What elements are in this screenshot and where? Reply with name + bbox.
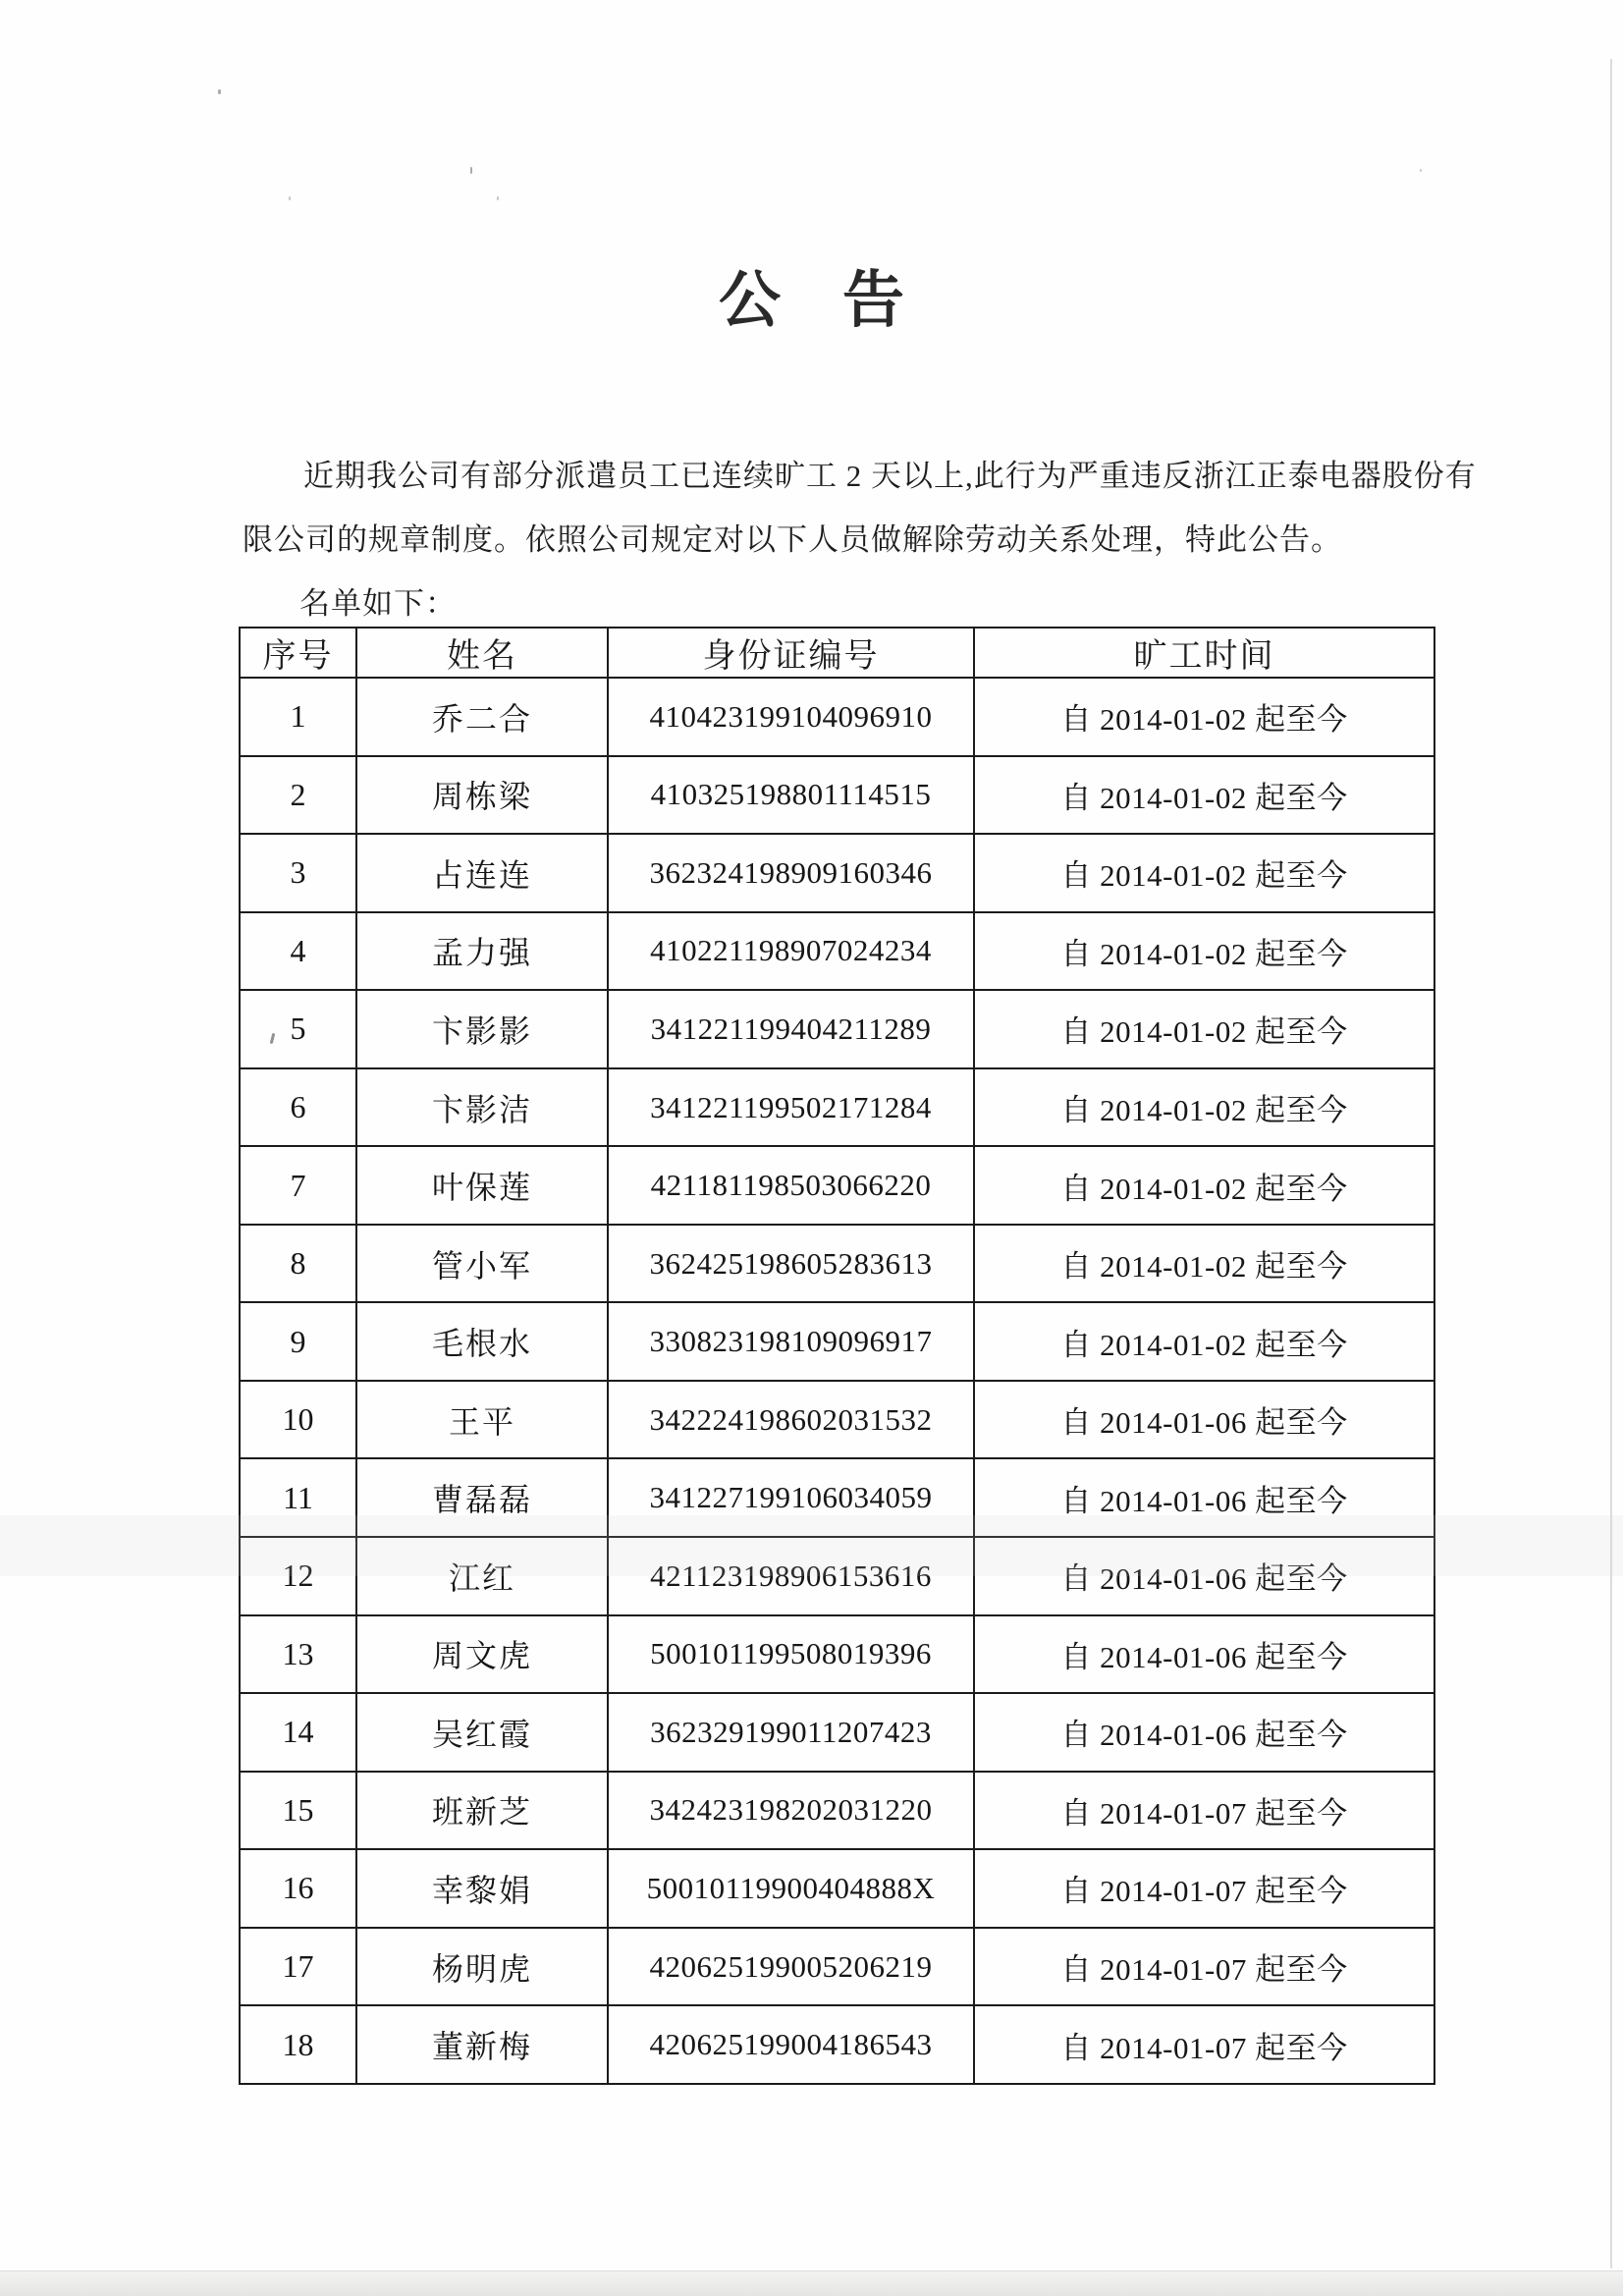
cell-serial: 15 [240, 1772, 356, 1850]
cell-name: 幸黎娟 [356, 1849, 608, 1928]
notice-body-line-1: 近期我公司有部分派遣员工已连续旷工 2 天以上,此行为严重违反浙江正泰电器股份有 [303, 459, 1477, 493]
cell-id-number: 362329199011207423 [608, 1693, 974, 1772]
table-row [240, 756, 1434, 835]
cell-name: 管小军 [356, 1225, 608, 1303]
cell-name: 江红 [356, 1537, 608, 1615]
cell-absence-period: 自 2014-01-06 起至今 [974, 1381, 1434, 1459]
column-header: 姓名 [356, 628, 608, 678]
cell-serial: 16 [240, 1849, 356, 1928]
scan-speck [218, 89, 221, 94]
cell-absence-period: 自 2014-01-02 起至今 [974, 834, 1434, 912]
cell-name: 卞影洁 [356, 1068, 608, 1147]
table-row [240, 678, 1434, 756]
cell-serial: 5 [240, 990, 356, 1068]
table-row [240, 2005, 1434, 2084]
header-row [240, 628, 1434, 678]
column-header: 身份证编号 [608, 628, 974, 678]
cell-serial: 13 [240, 1615, 356, 1694]
cell-absence-period: 自 2014-01-02 起至今 [974, 1146, 1434, 1225]
cell-absence-period: 自 2014-01-02 起至今 [974, 678, 1434, 756]
cell-id-number: 362324198909160346 [608, 834, 974, 912]
cell-serial: 12 [240, 1537, 356, 1615]
table-row [240, 1772, 1434, 1850]
cell-absence-period: 自 2014-01-06 起至今 [974, 1537, 1434, 1615]
notice-title: 公 告 [719, 266, 904, 335]
cell-id-number: 362425198605283613 [608, 1225, 974, 1303]
cell-absence-period: 自 2014-01-07 起至今 [974, 2005, 1434, 2084]
table-row [240, 1302, 1434, 1381]
column-header: 旷工时间 [974, 628, 1434, 678]
cell-serial: 9 [240, 1302, 356, 1381]
roster-table [239, 627, 1435, 2085]
cell-id-number: 341221199502171284 [608, 1068, 974, 1147]
cell-id-number: 342224198602031532 [608, 1381, 974, 1459]
cell-name: 吴红霞 [356, 1693, 608, 1772]
cell-serial: 7 [240, 1146, 356, 1225]
cell-absence-period: 自 2014-01-02 起至今 [974, 1068, 1434, 1147]
table-row [240, 1146, 1434, 1225]
table-row [240, 912, 1434, 991]
table-row [240, 1849, 1434, 1928]
cell-id-number: 341227199106034059 [608, 1458, 974, 1537]
cell-name: 周文虎 [356, 1615, 608, 1694]
cell-id-number: 420625199004186543 [608, 2005, 974, 2084]
cell-absence-period: 自 2014-01-02 起至今 [974, 912, 1434, 991]
list-intro: 名单如下： [299, 586, 457, 621]
scan-speck [470, 167, 472, 174]
table-row [240, 834, 1434, 912]
cell-serial: 4 [240, 912, 356, 991]
cell-name: 乔二合 [356, 678, 608, 756]
cell-name: 叶保莲 [356, 1146, 608, 1225]
cell-id-number: 342423198202031220 [608, 1772, 974, 1850]
scan-speck [497, 196, 499, 200]
cell-serial: 18 [240, 2005, 356, 2084]
scan-edge-line-right [1610, 59, 1612, 2269]
cell-id-number: 421181198503066220 [608, 1146, 974, 1225]
cell-serial: 2 [240, 756, 356, 835]
cell-id-number: 420625199005206219 [608, 1928, 974, 2006]
cell-serial: 14 [240, 1693, 356, 1772]
scan-edge-shadow-bottom [0, 2270, 1623, 2296]
cell-absence-period: 自 2014-01-06 起至今 [974, 1458, 1434, 1537]
cell-serial: 3 [240, 834, 356, 912]
cell-id-number: 341221199404211289 [608, 990, 974, 1068]
table-row [240, 1381, 1434, 1459]
cell-absence-period: 自 2014-01-02 起至今 [974, 1302, 1434, 1381]
cell-name: 孟力强 [356, 912, 608, 991]
cell-serial: 17 [240, 1928, 356, 2006]
cell-absence-period: 自 2014-01-07 起至今 [974, 1849, 1434, 1928]
cell-name: 占连连 [356, 834, 608, 912]
table-body [240, 678, 1434, 2084]
cell-serial: 11 [240, 1458, 356, 1537]
table-row [240, 1693, 1434, 1772]
cell-id-number: 421123198906153616 [608, 1537, 974, 1615]
cell-name: 毛根水 [356, 1302, 608, 1381]
cell-serial: 6 [240, 1068, 356, 1147]
cell-absence-period: 自 2014-01-02 起至今 [974, 756, 1434, 835]
cell-name: 王平 [356, 1381, 608, 1459]
table-row [240, 1537, 1434, 1615]
table-row [240, 1068, 1434, 1147]
cell-absence-period: 自 2014-01-02 起至今 [974, 1225, 1434, 1303]
cell-id-number: 500101199508019396 [608, 1615, 974, 1694]
cell-name: 曹磊磊 [356, 1458, 608, 1537]
cell-absence-period: 自 2014-01-06 起至今 [974, 1615, 1434, 1694]
cell-id-number: 410423199104096910 [608, 678, 974, 756]
scan-speck [289, 196, 291, 200]
cell-absence-period: 自 2014-01-07 起至今 [974, 1772, 1434, 1850]
table-row [240, 1225, 1434, 1303]
cell-serial: 1 [240, 678, 356, 756]
cell-name: 董新梅 [356, 2005, 608, 2084]
cell-name: 班新芝 [356, 1772, 608, 1850]
cell-serial: 8 [240, 1225, 356, 1303]
cell-id-number: 50010119900404888X [608, 1849, 974, 1928]
column-header: 序号 [240, 628, 356, 678]
cell-absence-period: 自 2014-01-07 起至今 [974, 1928, 1434, 2006]
table-row [240, 1615, 1434, 1694]
cell-serial: 10 [240, 1381, 356, 1459]
cell-id-number: 330823198109096917 [608, 1302, 974, 1381]
cell-name: 杨明虎 [356, 1928, 608, 2006]
table-row [240, 1458, 1434, 1537]
notice-body-line-2: 限公司的规章制度。依照公司规定对以下人员做解除劳动关系处理，特此公告。 [243, 522, 1342, 557]
cell-id-number: 410221198907024234 [608, 912, 974, 991]
cell-absence-period: 自 2014-01-06 起至今 [974, 1693, 1434, 1772]
cell-absence-period: 自 2014-01-02 起至今 [974, 990, 1434, 1068]
scan-speck [1420, 169, 1422, 172]
cell-name: 卞影影 [356, 990, 608, 1068]
cell-id-number: 410325198801114515 [608, 756, 974, 835]
cell-name: 周栋梁 [356, 756, 608, 835]
table-row [240, 990, 1434, 1068]
table-row [240, 1928, 1434, 2006]
